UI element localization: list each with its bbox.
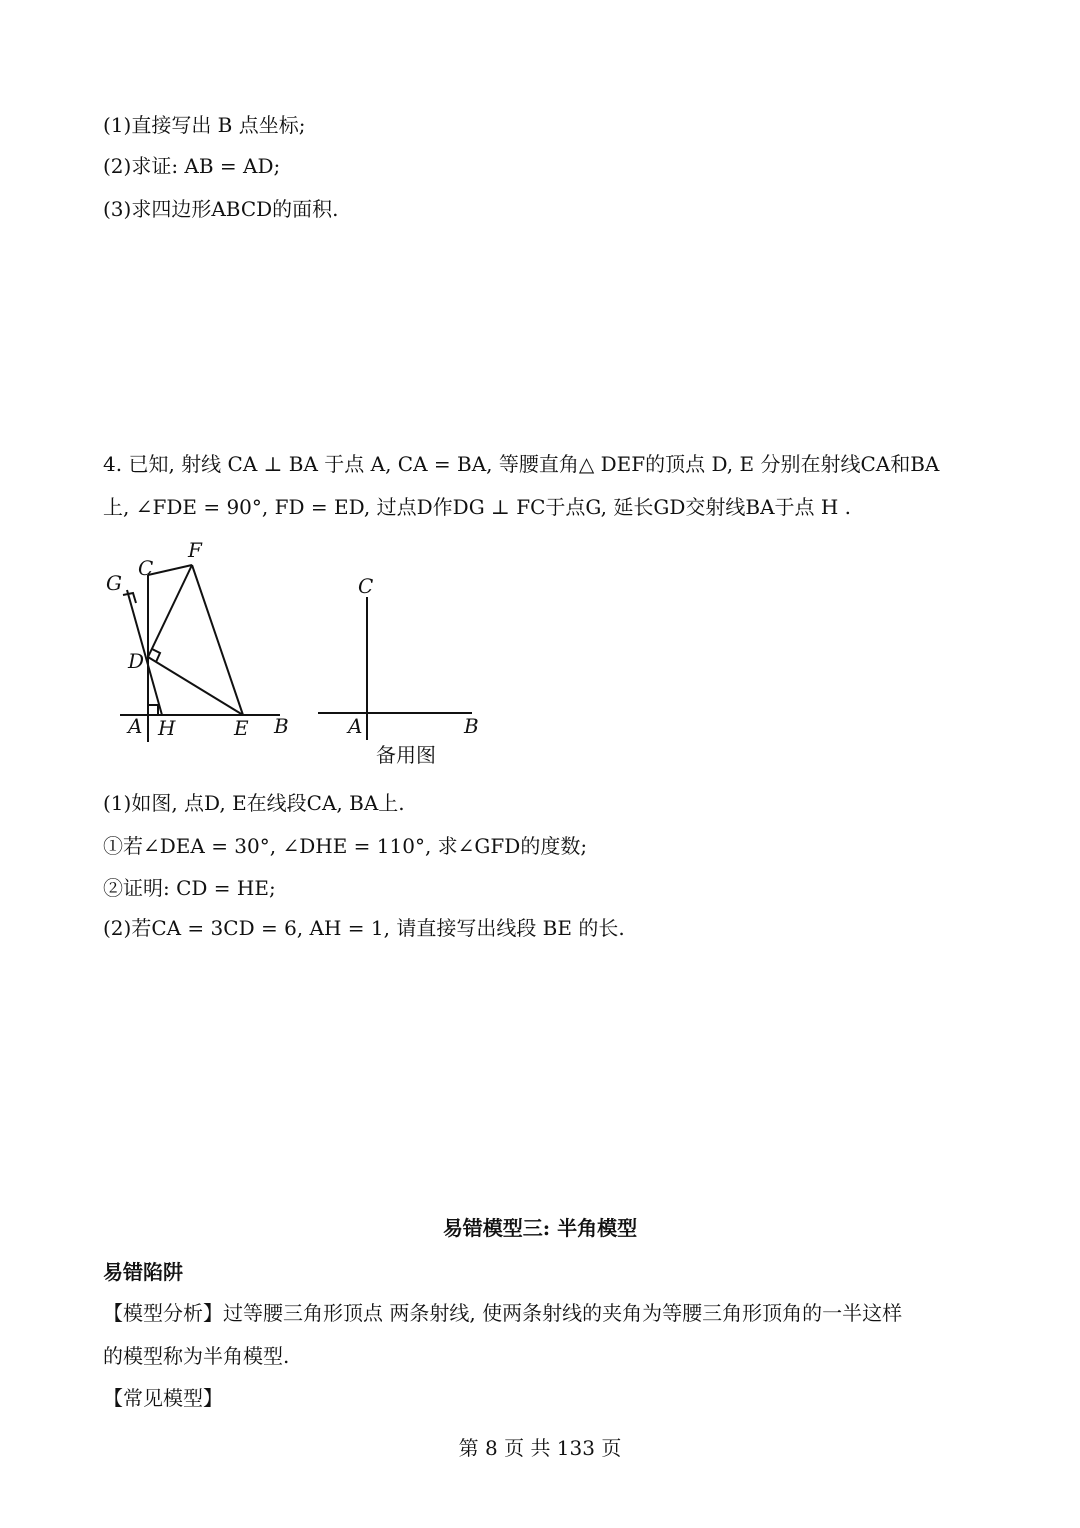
right-angle-a	[148, 705, 158, 715]
q3-part-1: (1)直接写出 B 点坐标;	[103, 113, 306, 137]
label-a: A	[128, 714, 143, 738]
spare-label-b: B	[464, 714, 479, 738]
section-title: 易错模型三: 半角模型	[442, 1216, 638, 1240]
q4-part-2: (2)若CA = 3CD = 6, AH = 1, 请直接写出线段 BE 的长.	[103, 916, 625, 940]
q4-spare-figure	[310, 565, 490, 745]
q4-part-1-i: ①若∠DEA = 30°, ∠DHE = 110°, 求∠GFD的度数;	[103, 834, 588, 858]
label-b: B	[274, 714, 289, 738]
label-c: C	[138, 556, 154, 580]
section-subheading: 易错陷阱	[103, 1260, 183, 1284]
label-d: D	[128, 649, 145, 673]
model-analysis-line-2: 的模型称为半角模型.	[103, 1344, 290, 1368]
label-h: H	[158, 716, 176, 740]
q4-main-figure	[100, 535, 300, 750]
common-models-heading: 【常见模型】	[103, 1386, 223, 1410]
label-e: E	[234, 716, 249, 740]
spare-figure-caption: 备用图	[376, 743, 436, 767]
q3-part-3: (3)求四边形ABCD的面积.	[103, 197, 339, 221]
label-g: G	[106, 571, 122, 595]
q4-stem-line-1: 4. 已知, 射线 CA ⊥ BA 于点 A, CA = BA, 等腰直角△ DEF的顶点 D, E 分别在射线CA和BA	[103, 452, 940, 476]
page-number: 第 8 页 共 133 页	[458, 1436, 622, 1460]
q4-part-1: (1)如图, 点D, E在线段CA, BA上.	[103, 791, 405, 815]
line-fe	[192, 565, 243, 715]
q4-stem-line-2: 上, ∠FDE = 90°, FD = ED, 过点D作DG ⊥ FC于点G, 延长GD交射线BA于点 H .	[103, 495, 852, 519]
q3-part-2: (2)求证: AB = AD;	[103, 154, 281, 178]
q4-part-1-ii: ②证明: CD = HE;	[103, 876, 276, 900]
line-df	[148, 565, 192, 657]
spare-label-a: A	[348, 714, 363, 738]
line-de	[148, 657, 243, 715]
spare-label-c: C	[358, 574, 374, 598]
model-analysis-line-1: 【模型分析】过等腰三角形顶点 两条射线, 使两条射线的夹角为等腰三角形顶角的一半这样	[103, 1301, 903, 1325]
line-cf	[148, 565, 192, 575]
label-f: F	[188, 538, 202, 562]
